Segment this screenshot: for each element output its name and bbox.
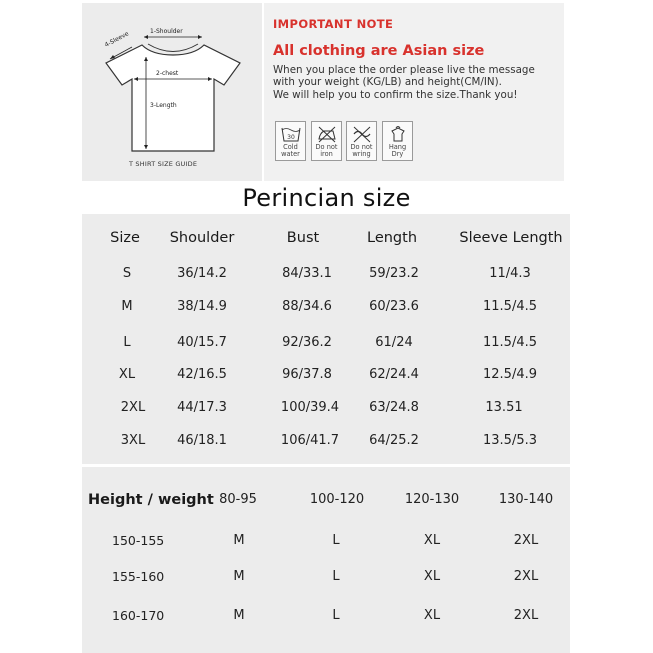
- header-height-weight: Height / weight: [88, 492, 214, 508]
- height-cell: 155-160: [112, 569, 165, 584]
- table-row: [82, 367, 570, 387]
- table-cell: 2XL: [513, 569, 539, 584]
- table-row: [82, 400, 570, 420]
- table-cell: 2XL: [120, 400, 146, 415]
- table-cell: M: [233, 569, 245, 584]
- care-hang-dry: Hang Dry: [382, 121, 413, 161]
- table-cell: L: [332, 533, 340, 548]
- size-guide-caption: T SHIRT SIZE GUIDE: [129, 160, 198, 168]
- table-row: [82, 266, 570, 286]
- care-cold-water: 30 Cold water: [275, 121, 306, 161]
- table-cell: 11.5/4.5: [483, 299, 537, 314]
- header-weight: 100-120: [309, 492, 365, 507]
- height-cell: 150-155: [112, 533, 165, 548]
- table-cell: 61/24: [375, 335, 413, 350]
- no-iron-icon: [317, 125, 337, 143]
- note-heading: All clothing are Asian size: [273, 43, 485, 59]
- table-cell: XL: [118, 367, 136, 382]
- table-cell: M: [233, 608, 245, 623]
- note-line: When you place the order please live the message: [273, 64, 535, 76]
- table-cell: 59/23.2: [369, 266, 419, 281]
- table-row: [82, 299, 570, 319]
- hang-dry-icon: [388, 125, 408, 143]
- header-bust: Bust: [286, 230, 320, 246]
- table-row: [82, 335, 570, 355]
- tshirt-diagram: [82, 3, 262, 160]
- shoulder-label: 1-Shoulder: [150, 28, 183, 35]
- table-cell: L: [123, 335, 131, 350]
- height-cell: 160-170: [112, 608, 165, 623]
- table-cell: 13.51: [485, 400, 523, 415]
- table-cell: 3XL: [120, 433, 146, 448]
- table-cell: M: [233, 533, 245, 548]
- important-note-panel: [264, 3, 564, 181]
- header-weight: 120-130: [404, 492, 460, 507]
- table-row: [82, 533, 570, 553]
- chest-label: 2-chest: [156, 70, 179, 77]
- table-cell: XL: [423, 569, 441, 584]
- table-row: [82, 608, 570, 628]
- note-body: [273, 64, 563, 101]
- size-table-header: [82, 230, 570, 250]
- table-cell: XL: [423, 608, 441, 623]
- table-cell: 106/41.7: [280, 433, 340, 448]
- note-line: We will help you to confirm the size.Thank you!: [273, 88, 518, 101]
- table-cell: 84/33.1: [282, 266, 332, 281]
- table-cell: 13.5/5.3: [483, 433, 537, 448]
- care-no-iron: Do not iron: [311, 121, 342, 161]
- table-cell: 2XL: [513, 533, 539, 548]
- header-weight: 80-95: [219, 492, 257, 507]
- table-cell: XL: [423, 533, 441, 548]
- table-cell: 62/24.4: [369, 367, 419, 382]
- table-cell: S: [122, 266, 132, 281]
- table-cell: M: [121, 299, 133, 314]
- page-title: Perincian size: [242, 184, 411, 212]
- table-cell: L: [332, 569, 340, 584]
- table-cell: 44/17.3: [177, 400, 227, 415]
- sleeve-label: 4-Sleeve: [103, 30, 130, 49]
- note-title: IMPORTANT NOTE: [273, 17, 394, 31]
- no-wring-icon: [352, 125, 372, 143]
- care-no-wring: Do not wring: [346, 121, 377, 161]
- height-weight-table: [82, 467, 570, 653]
- length-label: 3-Length: [150, 102, 177, 109]
- table-cell: 36/14.2: [177, 266, 227, 281]
- header-sleeve-length: Sleeve Length: [459, 230, 563, 246]
- height-weight-header: [82, 492, 570, 512]
- svg-text:30: 30: [287, 134, 295, 141]
- table-cell: 88/34.6: [282, 299, 332, 314]
- table-cell: 92/36.2: [282, 335, 332, 350]
- table-cell: 12.5/4.9: [483, 367, 537, 382]
- table-row: [82, 569, 570, 589]
- note-line: with your weight (KG/LB) and height(CM/IN).: [273, 76, 502, 89]
- table-cell: 63/24.8: [369, 400, 419, 415]
- table-cell: 11/4.3: [489, 266, 531, 281]
- header-length: Length: [366, 230, 418, 246]
- header-shoulder: Shoulder: [169, 230, 235, 246]
- wash-30-icon: [281, 125, 301, 143]
- table-cell: 96/37.8: [282, 367, 332, 382]
- table-row: [82, 433, 570, 453]
- header-size: Size: [110, 230, 140, 246]
- table-cell: 42/16.5: [177, 367, 227, 382]
- table-cell: 100/39.4: [280, 400, 340, 415]
- table-cell: 60/23.6: [369, 299, 419, 314]
- table-cell: L: [332, 608, 340, 623]
- table-cell: 11.5/4.5: [483, 335, 537, 350]
- size-table: [82, 214, 570, 464]
- table-cell: 40/15.7: [177, 335, 227, 350]
- table-cell: 46/18.1: [177, 433, 227, 448]
- table-cell: 2XL: [513, 608, 539, 623]
- tshirt-size-guide: [82, 3, 262, 181]
- header-weight: 130-140: [498, 492, 554, 507]
- table-cell: 64/25.2: [369, 433, 419, 448]
- table-cell: 38/14.9: [177, 299, 227, 314]
